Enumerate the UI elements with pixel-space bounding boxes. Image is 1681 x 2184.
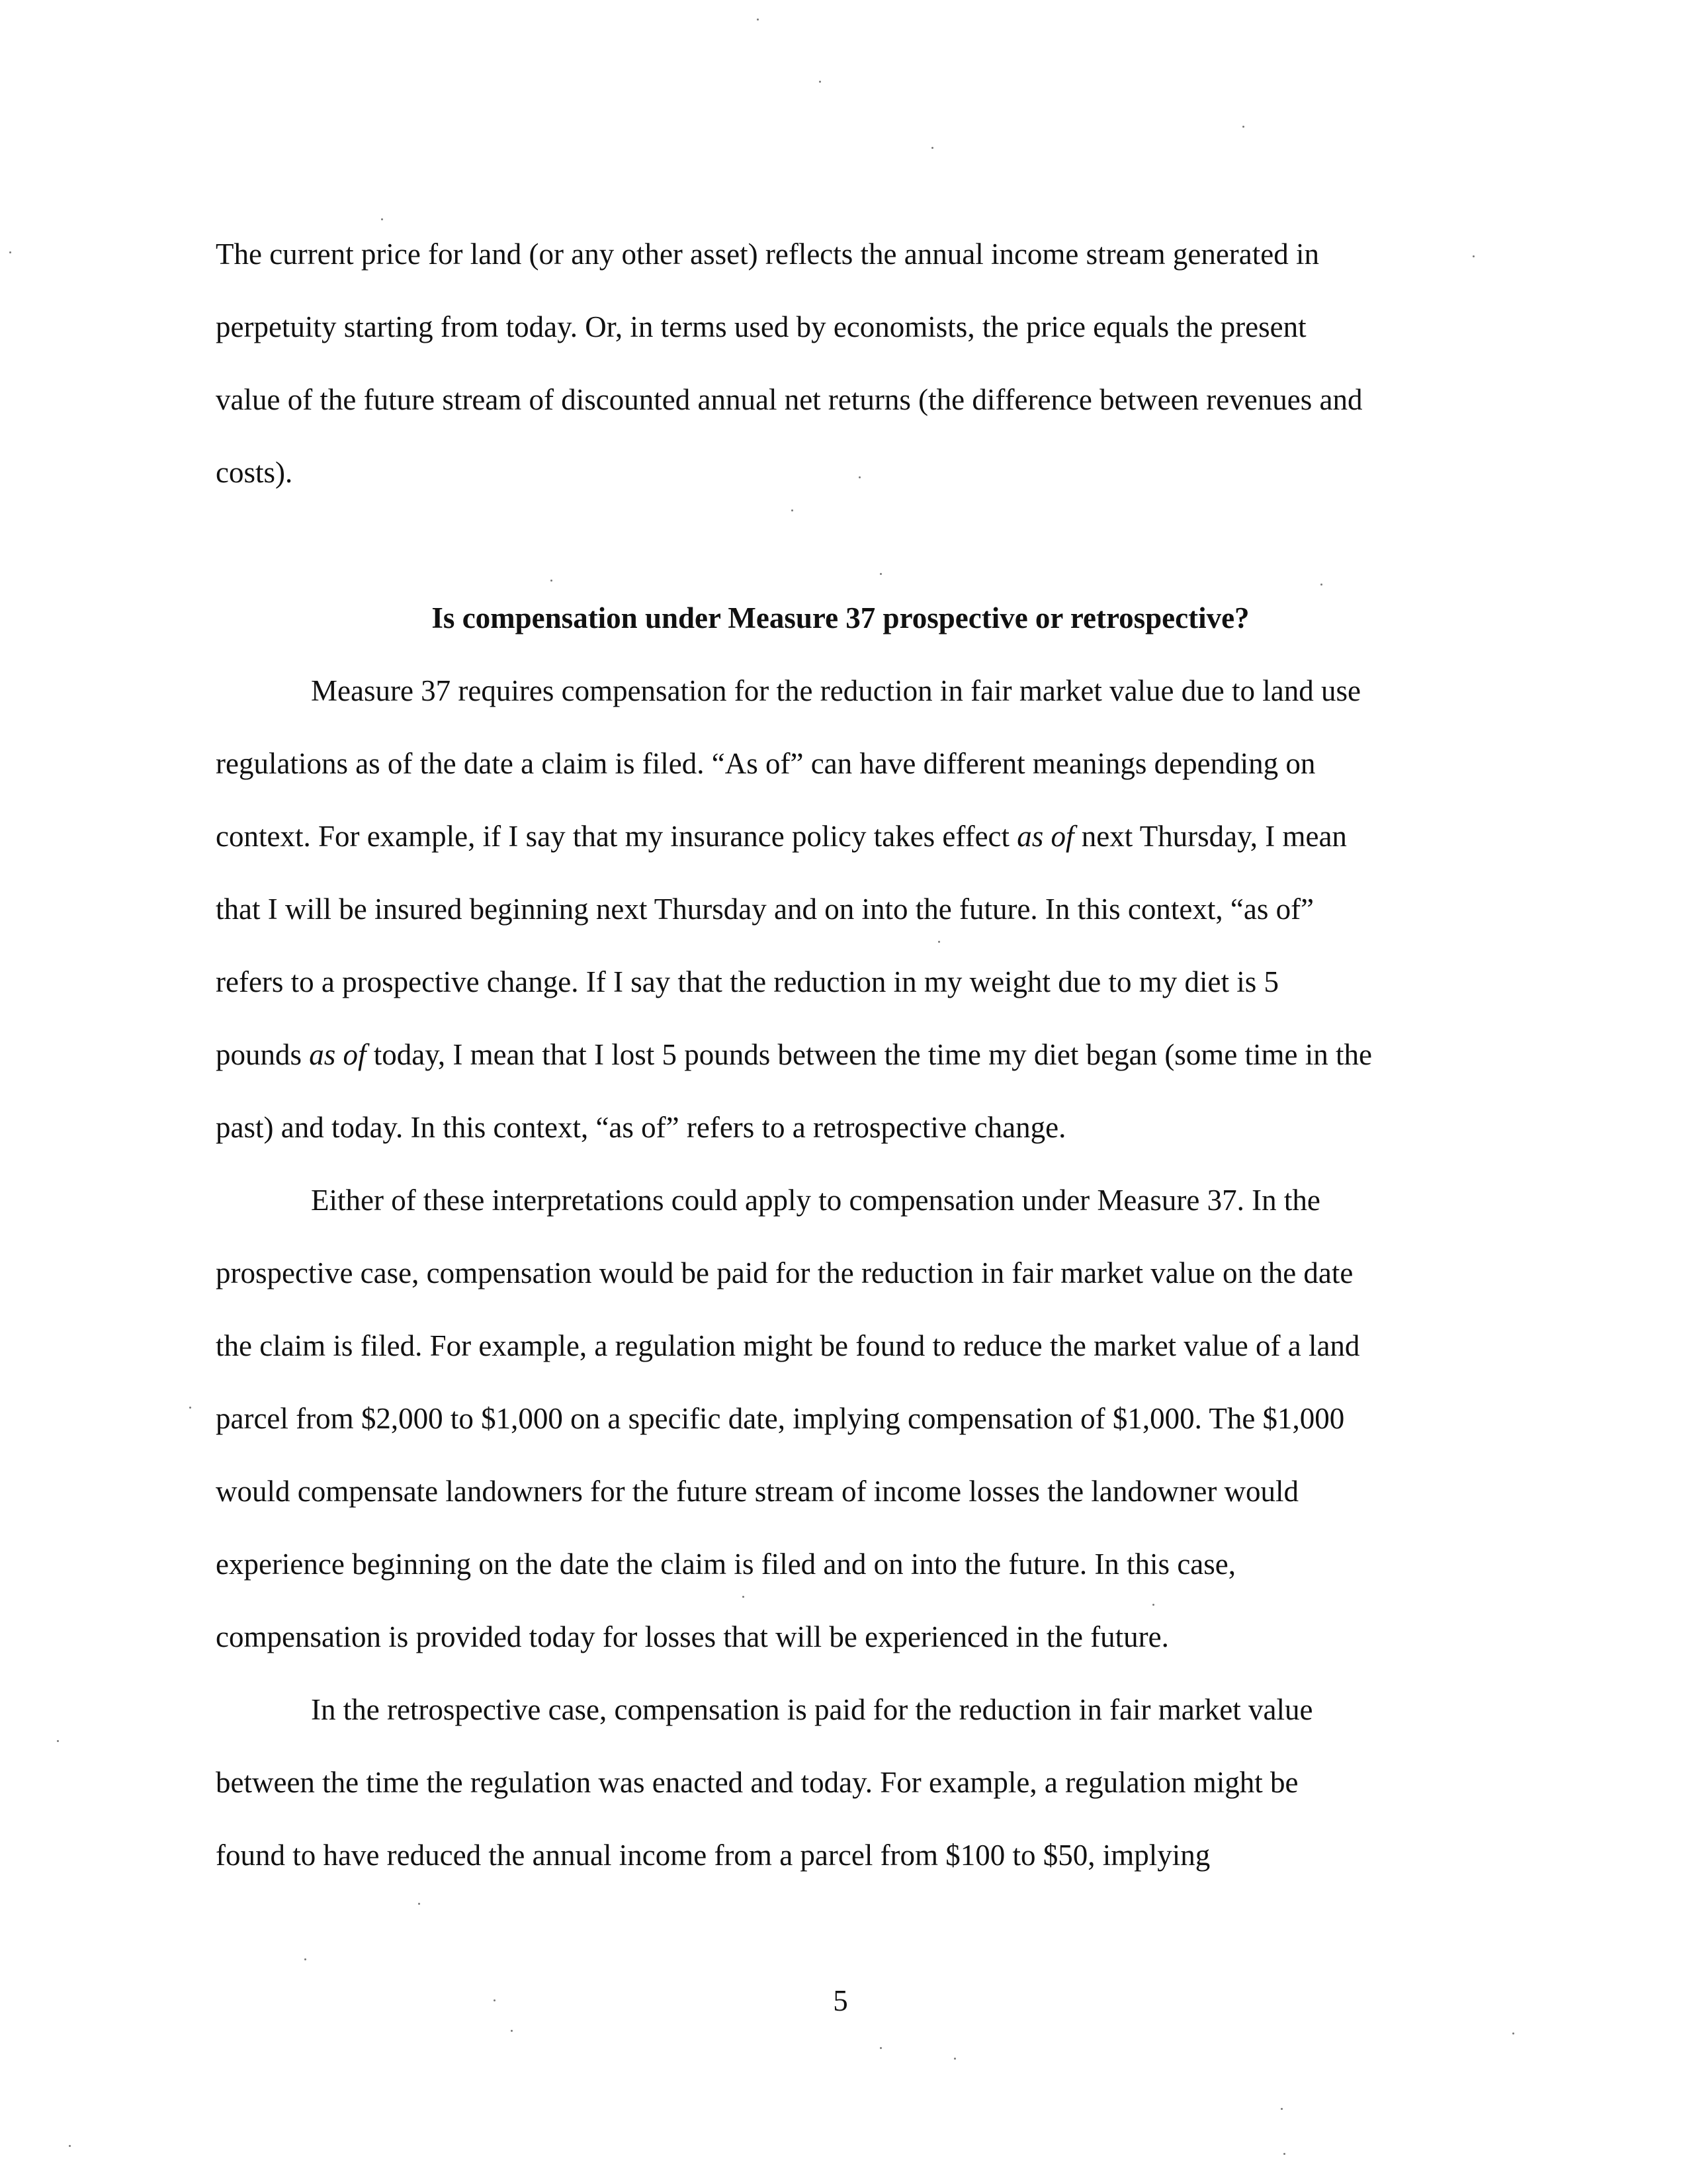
paragraph-2-line-3 <box>216 822 1347 852</box>
scan-speck <box>1152 1604 1154 1606</box>
scan-speck <box>931 147 933 149</box>
scan-speck <box>819 81 821 83</box>
scan-speck <box>511 2030 513 2032</box>
paragraph-2-line-3-text-a: context. For example, if I say that my insurance policy takes effect <box>216 820 1017 853</box>
paragraph-4-line-3: found to have reduced the annual income from a parcel from $100 to $50, implying <box>216 1839 1211 1872</box>
paragraph-4-line-1: In the retrospective case, compensation is paid for the reduction in fair market value <box>311 1693 1313 1726</box>
scan-speck <box>742 1596 744 1598</box>
scan-speck <box>1473 255 1475 257</box>
paragraph-2-line-5: refers to a prospective change. If I say that the reduction in my weight due to my diet is 5 <box>216 965 1279 998</box>
scan-speck <box>859 476 861 478</box>
scan-speck <box>381 218 383 220</box>
page-number: 5 <box>833 1984 848 2017</box>
scan-speck <box>9 251 11 253</box>
paragraph-2-line-4: that I will be insured beginning next Thursday and on into the future. In this context, “as of” <box>216 893 1315 926</box>
scan-speck <box>304 1958 306 1960</box>
paragraph-2-line-3-emphasis: as of <box>1017 820 1074 853</box>
scan-speck <box>757 19 759 21</box>
scan-speck <box>1320 584 1322 586</box>
paragraph-2-line-1: Measure 37 requires compensation for the reduction in fair market value due to land use <box>311 674 1361 707</box>
scan-speck <box>954 2058 956 2060</box>
scan-speck <box>1512 2032 1514 2034</box>
section-heading: Is compensation under Measure 37 prospective or retrospective? <box>431 601 1250 634</box>
paragraph-2-line-7: past) and today. In this context, “as of” refers to a retrospective change. <box>216 1111 1066 1144</box>
scan-speck <box>880 2047 882 2049</box>
scan-speck <box>880 573 882 575</box>
paragraph-1-line-4: costs). <box>216 456 293 489</box>
scan-speck <box>791 509 793 511</box>
paragraph-2-line-6-emphasis: as of <box>309 1038 366 1071</box>
scan-speck <box>189 1407 191 1409</box>
scan-speck <box>69 2145 71 2147</box>
scan-speck <box>550 580 552 582</box>
paragraph-2-line-6-text-a: pounds <box>216 1038 310 1071</box>
paragraph-2-line-2: regulations as of the date a claim is filed. “As of” can have different meanings depending on <box>216 747 1316 780</box>
paragraph-3-line-1: Either of these interpretations could apply to compensation under Measure 37. In the <box>311 1184 1320 1217</box>
paragraph-1-line-2: perpetuity starting from today. Or, in terms used by economists, the price equals the present <box>216 310 1307 343</box>
scan-speck <box>1281 2108 1283 2110</box>
paragraph-2-line-6-text-b: today, I mean that I lost 5 pounds between the time my diet began (some time in the <box>366 1038 1372 1071</box>
scan-speck <box>938 941 940 943</box>
paragraph-2-line-3-text-b: next Thursday, I mean <box>1074 820 1347 853</box>
paragraph-3-line-6: experience beginning on the date the claim is filed and on into the future. In this case, <box>216 1548 1236 1581</box>
paragraph-3-line-3: the claim is filed. For example, a regulation might be found to reduce the market value of a land <box>216 1329 1360 1362</box>
scan-speck <box>494 1999 496 2001</box>
scan-speck <box>1242 126 1244 128</box>
paragraph-4-line-2: between the time the regulation was enacted and today. For example, a regulation might be <box>216 1766 1299 1799</box>
paragraph-3-line-5: would compensate landowners for the future stream of income losses the landowner would <box>216 1475 1299 1508</box>
paragraph-1-line-1: The current price for land (or any other asset) reflects the annual income stream generated in <box>216 238 1319 271</box>
paragraph-3-line-2: prospective case, compensation would be paid for the reduction in fair market value on the date <box>216 1256 1354 1289</box>
paragraph-1-line-3: value of the future stream of discounted annual net returns (the difference between revenues and <box>216 383 1363 416</box>
scan-speck <box>418 1903 420 1905</box>
paragraph-2-line-6 <box>216 1040 1372 1070</box>
paragraph-3-line-4: parcel from $2,000 to $1,000 on a specific date, implying compensation of $1,000. The $1,000 <box>216 1402 1345 1435</box>
paragraph-3-line-7: compensation is provided today for losses that will be experienced in the future. <box>216 1620 1169 1653</box>
scan-speck <box>1283 2153 1285 2155</box>
scan-speck <box>57 1740 59 1742</box>
